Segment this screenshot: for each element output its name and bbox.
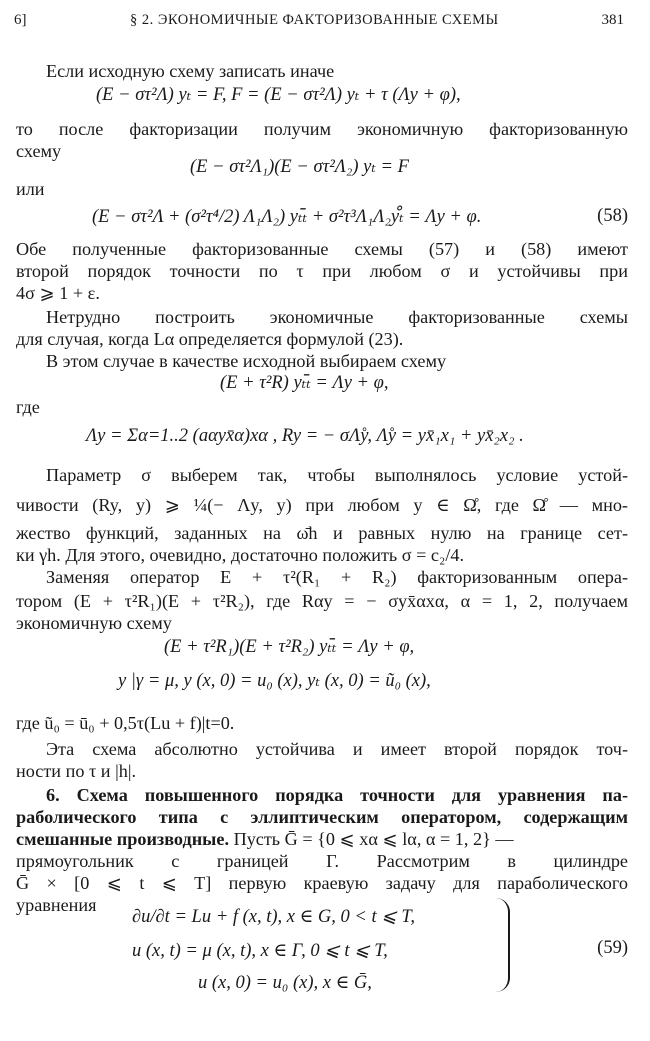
text-line: для случая, когда Lα определяется формулой (23). [16, 329, 404, 349]
text-line [16, 828, 628, 850]
text-line: второй порядок точности по τ при любом σ и устойчивы при [16, 261, 628, 281]
text-line: Если исходную схему записать иначе [46, 61, 335, 81]
text-line: где ũ₀ = ū₀ + 0,5τ(Lu + f)|t=0. [16, 713, 235, 733]
text-line: Заменяя оператор E + τ²(R₁ + R₂) факторизованным опера- [46, 567, 628, 587]
equation: ∂u/∂t = Lu + f (x, t), x ∈ G, 0 < t ⩽ T, [132, 907, 415, 927]
equation: u (x, t) = μ (x, t), x ∈ Г, 0 ⩽ t ⩽ T, [132, 941, 388, 961]
text-line: ности по τ и |h|. [16, 761, 137, 781]
text-line: или [16, 179, 45, 199]
equation: (E + τ²R) yₜₜ̄ = Λy + φ, [220, 373, 389, 393]
text-line: чивости (Ry, y) ⩾ ¼(− Λy, y) при любом y ∈ Ω̊, где Ω̊ — мно- [16, 495, 628, 515]
equation: (E − στ²Λ₁)(E − στ²Λ₂) yₜ = F [190, 157, 409, 177]
text-line: прямоугольник с границей Г. Рассмотрим в цилиндре [16, 851, 628, 871]
equation-number: (58) [597, 206, 628, 226]
text-line: то после факторизации получим экономичную факторизованную [16, 119, 628, 139]
text-line: Эта схема абсолютно устойчива и имеет второй порядок точ- [46, 739, 628, 759]
text-line: схему [16, 141, 62, 161]
text-line: Ḡ × [0 ⩽ t ⩽ T] первую краевую задачу для параболического [16, 873, 628, 893]
section-heading-end: смешанные производные. [16, 829, 230, 849]
equation: (E − στ²Λ + (σ²τ⁴/2) Λ₁Λ₂) yₜₜ̄ + σ²τ³Λ₁Λ₂yₜ̊ = Λy + φ. [92, 207, 482, 227]
equation: Λy = Σα=1..2 (aαyx̄α)xα , Ry = − σΛ̊y, Λ̊y = yx̄₁x₁ + yx̄₂x₂ . [86, 426, 524, 446]
text-line: Параметр σ выберем так, чтобы выполнялось условие устой- [46, 465, 628, 485]
section-heading: 6. Схема повышенного порядка точности для уравнения па- [46, 785, 628, 805]
text-line: Нетрудно построить экономичные факторизованные схемы [46, 307, 628, 327]
page-number: 381 [601, 12, 624, 28]
equation: u (x, 0) = u₀ (x), x ∈ Ḡ, [198, 973, 372, 993]
text-line: жество функций, заданных на ω̄h и равных нулю на границе сет- [16, 523, 628, 543]
text-line: В этом случае в качестве исходной выбираем схему [46, 351, 447, 371]
running-header: § 2. ЭКОНОМИЧНЫЕ ФАКТОРИЗОВАННЫЕ СХЕМЫ [130, 12, 499, 28]
system-brace [496, 898, 510, 992]
text-line: экономичную схему [16, 613, 172, 633]
section-heading: раболического типа с эллиптическим оператором, содержащим [16, 807, 628, 827]
equation: y |γ = μ, y (x, 0) = u₀ (x), yₜ (x, 0) = ũ₀ (x), [118, 671, 431, 691]
equation: (E − στ²Λ) yₜ = F, F = (E − στ²Λ) yₜ + τ (Λy + φ), [96, 85, 461, 105]
text-line: уравнения [16, 895, 97, 915]
text-line: Обе полученные факторизованные схемы (57) и (58) имеют [16, 239, 628, 259]
equation-number: (59) [597, 938, 628, 958]
text-line: ки γh. Для этого, очевидно, достаточно положить σ = c₂/4. [16, 545, 465, 565]
text-span: Пусть Ḡ = {0 ⩽ xα ⩽ lα, α = 1, 2} — [233, 829, 514, 849]
text-line: 4σ ⩾ 1 + ε. [16, 283, 100, 303]
equation: (E + τ²R₁)(E + τ²R₂) yₜₜ̄ = Λy + φ, [164, 637, 415, 657]
chapter-mark: 6] [14, 12, 27, 28]
text-line: тором (E + τ²R₁)(E + τ²R₂), где Rαy = − σyx̄αxα, α = 1, 2, получаем [16, 591, 628, 611]
text-line: где [16, 397, 40, 417]
